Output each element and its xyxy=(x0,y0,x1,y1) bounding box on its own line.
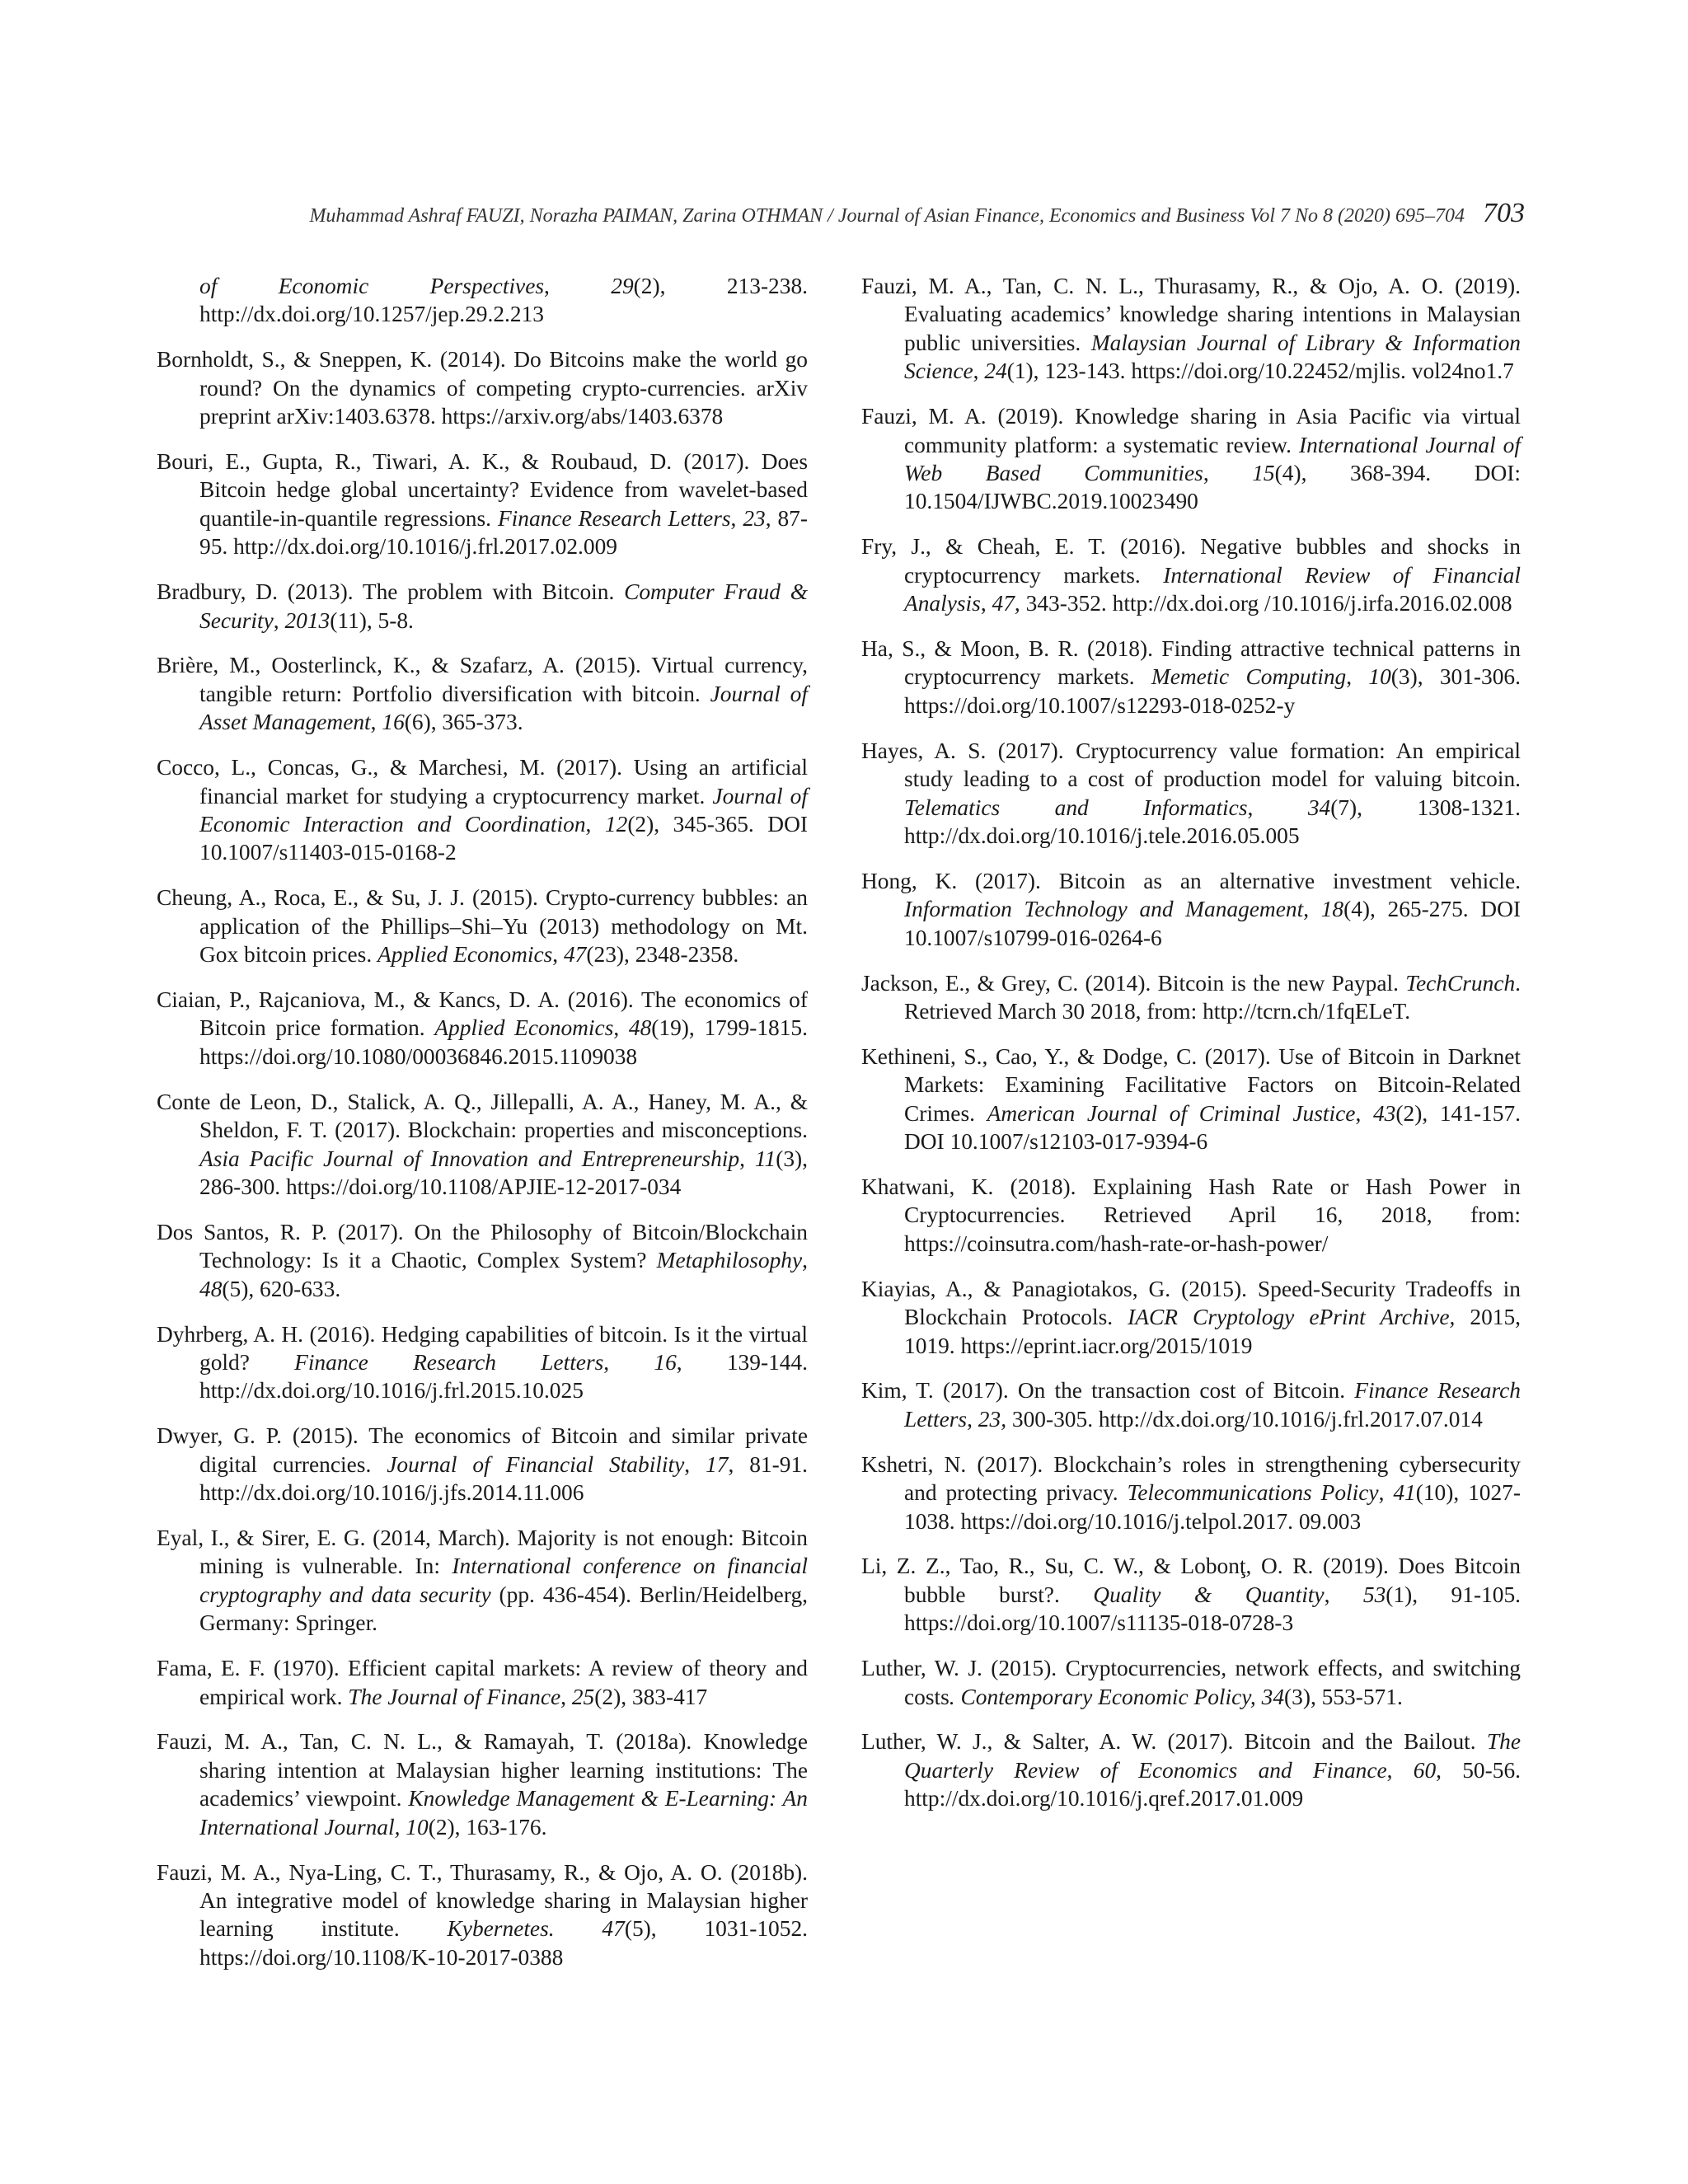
reference-entry xyxy=(861,1275,1521,1360)
reference-italic-text: 18 xyxy=(1320,897,1344,922)
reference-text: , xyxy=(802,1248,808,1273)
reference-italic-text: 23 xyxy=(743,505,766,531)
reference-text: Jackson, E., & Grey, C. (2014). Bitcoin is the new Paypal. xyxy=(861,970,1406,996)
reference-entry xyxy=(157,1654,808,1711)
reference-text: , xyxy=(730,505,743,531)
reference-italic-text: International Review of Financial Analysis xyxy=(904,562,1521,616)
reference-entry xyxy=(157,578,808,635)
references-left-column xyxy=(157,272,808,1989)
reference-text: , xyxy=(1324,1582,1363,1607)
reference-text: Kshetri, N. (2017). Blockchain’s roles in strengthening cybersecurity and protecting privacy. xyxy=(861,1451,1521,1506)
reference-italic-text: Finance Research Letters xyxy=(904,1378,1521,1432)
reference-entry xyxy=(157,1727,808,1841)
reference-entry xyxy=(157,448,808,561)
reference-text: , 87-95. http://dx.doi.org/10.1016/j.frl.2017.02.009 xyxy=(199,505,808,560)
reference-italic-text: International Journal of Web Based Communities xyxy=(904,432,1521,485)
reference-italic-text: Computer Fraud & Security xyxy=(199,579,808,633)
reference-entry xyxy=(861,1376,1521,1433)
reference-text: , xyxy=(1247,794,1308,820)
reference-italic-text: 11 xyxy=(754,1146,776,1171)
reference-entry xyxy=(861,272,1521,386)
reference-text: Fry, J., & Cheah, E. T. (2016). Negative bubbles and shocks in cryptocurrency markets. xyxy=(861,534,1521,588)
references-right-column xyxy=(861,272,1521,1830)
reference-entry xyxy=(861,1552,1521,1637)
reference-italic-text: 24 xyxy=(984,359,1007,384)
reference-text: , xyxy=(585,812,605,837)
reference-italic-text: 60 xyxy=(1413,1757,1437,1783)
reference-text: Ha, S., & Moon, B. R. (2018). Finding attractive technical patterns in cryptocurrency markets. xyxy=(861,635,1521,690)
reference-entry xyxy=(861,1727,1521,1812)
reference-text: Khatwani, K. (2018). Explaining Hash Rate or Hash Power in Cryptocurrencies. Retrieved April 16, 2018, from: https://coinsutra.com/hash-rate-or-hash-power/ xyxy=(861,1174,1521,1256)
reference-italic-text: Telecommunications Policy xyxy=(1127,1480,1379,1506)
reference-text: Bornholdt, S., & Sneppen, K. (2014). Do Bitcoins make the world go round? On the dynamics of competing crypto-currencies. arXiv preprint arXiv:1403.6378. https://arxiv.org/abs/1403.6378 xyxy=(157,347,808,429)
reference-text: (pp. 436-454). Berlin/Heidelberg, Germany: Springer. xyxy=(199,1582,808,1636)
reference-text: , xyxy=(603,1350,654,1375)
reference-text: (2), 163-176. xyxy=(428,1814,547,1840)
reference-text: Bradbury, D. (2013). The problem with Bitcoin. xyxy=(157,579,625,605)
reference-italic-text: 47 xyxy=(563,942,587,968)
reference-italic-text: The Quarterly Review of Economics and Finance xyxy=(904,1729,1521,1783)
reference-italic-text: Quality & Quantity xyxy=(1093,1582,1325,1607)
reference-text: , xyxy=(370,710,382,735)
reference-italic-text: 48 xyxy=(628,1015,652,1041)
reference-text: Conte de Leon, D., Stalick, A. Q., Jillepalli, A. A., Haney, M. A., & Sheldon, F. T. (2017). Blockchain: properties and misconceptions. xyxy=(157,1089,808,1143)
reference-text: , xyxy=(1303,897,1321,922)
reference-italic-text: 16 xyxy=(654,1350,677,1375)
reference-text: (19), 1799-1815. https://doi.org/10.1080/00036846.2015.1109038 xyxy=(199,1015,808,1069)
reference-entry xyxy=(861,1043,1521,1156)
reference-text: , 139-144. http://dx.doi.org/10.1016/j.frl.2015.10.025 xyxy=(199,1350,809,1404)
reference-entry xyxy=(861,635,1521,719)
running-header xyxy=(165,198,1525,229)
reference-italic-text: The Journal of Finance xyxy=(348,1684,561,1709)
reference-text: (2), 383-417 xyxy=(594,1684,708,1709)
reference-text: , xyxy=(544,274,612,298)
reference-text: Fauzi, M. A., Nya-Ling, C. T., Thurasamy, R., & Ojo, A. O. (2018b). An integrative model of knowledge sharing in Malaysian higher learning institute. xyxy=(157,1859,808,1942)
reference-text: (2), 345-365. DOI 10.1007/s11403-015-0168-2 xyxy=(199,812,808,865)
reference-italic-text: 53 xyxy=(1362,1582,1386,1607)
reference-text: (5), 620-633. xyxy=(222,1276,341,1301)
reference-text: , xyxy=(552,942,564,968)
reference-entry xyxy=(157,1422,808,1507)
reference-italic-text: 41 xyxy=(1393,1480,1416,1506)
reference-italic-text: Journal of Financial Stability xyxy=(387,1451,685,1477)
reference-text: (2), 213-238. http://dx.doi.org/10.1257/jep.29.2.213 xyxy=(199,274,808,327)
reference-text: Fauzi, M. A. (2019). Knowledge sharing in Asia Pacific via virtual community platform: a systematic review. xyxy=(861,404,1521,457)
reference-entry xyxy=(157,651,808,736)
reference-text: (3), 553-571. xyxy=(1284,1684,1403,1709)
reference-italic-text: Knowledge Management & E-Learning: An International Journal, 10 xyxy=(199,1786,808,1840)
reference-italic-text: Finance Research Letters xyxy=(497,505,731,531)
reference-text: Kethineni, S., Cao, Y., & Dodge, C. (2017). Use of Bitcoin in Darknet Markets: Examining Facilitative Factors on Bitcoin-Related Crimes. xyxy=(861,1043,1521,1126)
reference-text: (1), 91-105. https://doi.org/10.1007/s11135-018-0728-3 xyxy=(904,1582,1522,1636)
reference-entry xyxy=(861,1173,1521,1258)
reference-italic-text: 15 xyxy=(1252,460,1275,485)
reference-entry xyxy=(157,1218,808,1303)
reference-text: , xyxy=(273,607,285,633)
reference-entry xyxy=(861,532,1521,617)
reference-text: Kiayias, A., & Panagiotakos, G. (2015). Speed-Security Tradeoffs in Blockchain Protocols. xyxy=(861,1276,1521,1330)
reference-italic-text: 12 xyxy=(604,812,628,837)
reference-text: 300-305. http://dx.doi.org/10.1016/j.frl.2017.07.014 xyxy=(1006,1406,1483,1432)
reference-italic-text: 25 xyxy=(571,1684,595,1709)
reference-text: Hayes, A. S. (2017). Cryptocurrency value formation: An empirical study leading to a cost of production model for valuing bitcoin. xyxy=(861,738,1521,792)
reference-text: , xyxy=(1346,664,1369,690)
reference-italic-text: of Economic Perspectives xyxy=(199,274,545,298)
reference-italic-text: 2013 xyxy=(284,607,331,633)
reference-italic-text: Memetic Computing xyxy=(1151,664,1347,690)
reference-text: Cheung, A., Roca, E., & Su, J. J. (2015). Crypto-currency bubbles: an application of the Phillips–Shi–Yu (2013) methodology on Mt. Gox bitcoin prices. xyxy=(157,885,808,968)
reference-text: (6), 365-373. xyxy=(404,710,523,735)
reference-text: Li, Z. Z., Tao, R., Su, C. W., & Lobonţ, O. R. (2019). Does Bitcoin bubble burst?. xyxy=(861,1554,1521,1607)
reference-text: Dos Santos, R. P. (2017). On the Philosophy of Bitcoin/Blockchain Technology: Is it a Chaotic, Complex System? xyxy=(157,1219,808,1273)
reference-italic-text: Malaysian Journal of Library & Information Science xyxy=(904,330,1521,384)
reference-italic-text: Telematics and Informatics xyxy=(904,794,1248,820)
reference-text: , xyxy=(1386,1757,1414,1783)
reference-text: (2), 141-157. DOI 10.1007/s12103-017-9394-6 xyxy=(904,1100,1521,1155)
reference-text: Fama, E. F. (1970). Efficient capital markets: A review of theory and empirical work. xyxy=(157,1656,808,1709)
reference-entry xyxy=(861,969,1521,1026)
reference-text: Eyal, I., & Sirer, E. G. (2014, March). Majority is not enough: Bitcoin mining is vulnerable. In: xyxy=(157,1526,808,1579)
reference-italic-text: . Contemporary Economic Policy, 34 xyxy=(949,1684,1285,1709)
reference-italic-text: Metaphilosophy xyxy=(656,1248,803,1273)
reference-italic-text: Information Technology and Management xyxy=(904,897,1304,922)
reference-text: Bouri, E., Gupta, R., Tiwari, A. K., & Roubaud, D. (2017). Does Bitcoin hedge global uncertainty? Evidence from wavelet-based quantile-in-quantile regressions. xyxy=(157,449,808,531)
reference-entry xyxy=(157,1088,808,1202)
reference-text: , 50-56. http://dx.doi.org/10.1016/j.qref.2017.01.009 xyxy=(904,1757,1521,1811)
reference-text: (23), 2348-2358. xyxy=(586,942,739,968)
reference-text: 2015, 1019. https://eprint.iacr.org/2015/1019 xyxy=(904,1305,1522,1358)
reference-entry xyxy=(157,883,808,968)
reference-italic-text: Journal of Economic Interaction and Coordination xyxy=(199,783,808,837)
reference-italic-text: 17 xyxy=(706,1451,729,1477)
reference-text: , 81-91. http://dx.doi.org/10.1016/j.jfs.2014.11.006 xyxy=(199,1451,808,1506)
reference-text: Kim, T. (2017). On the transaction cost of Bitcoin. xyxy=(861,1378,1355,1404)
reference-italic-text: 29 xyxy=(611,274,634,298)
reference-entry xyxy=(157,272,808,329)
reference-text: , xyxy=(967,1406,978,1432)
reference-entry xyxy=(861,867,1521,952)
reference-text: , xyxy=(1355,1100,1373,1126)
reference-text: (3), 286-300. https://doi.org/10.1108/APJIE-12-2017-034 xyxy=(199,1146,808,1199)
reference-text: Luther, W. J., & Salter, A. W. (2017). Bitcoin and the Bailout. xyxy=(861,1729,1487,1755)
reference-text: 343-352. http://dx.doi.org /10.1016/j.irfa.2016.02.008 xyxy=(1020,591,1512,616)
reference-text: Brière, M., Oosterlinck, K., & Szafarz, A. (2015). Virtual currency, tangible return: Portfolio diversification with bitcoin. xyxy=(157,653,808,706)
reference-text: (10), 1027-1038. https://doi.org/10.1016/j.telpol.2017. 09.003 xyxy=(904,1480,1521,1534)
reference-italic-text: 34 xyxy=(1307,794,1331,820)
reference-italic-text: IACR Cryptology ePrint Archive, xyxy=(1128,1305,1456,1330)
reference-entry xyxy=(861,1654,1521,1711)
reference-italic-text: Applied Economics xyxy=(434,1015,614,1041)
reference-text: Dyhrberg, A. H. (2016). Hedging capabilities of bitcoin. Is it the virtual gold? xyxy=(157,1321,808,1375)
reference-italic-text: TechCrunch xyxy=(1405,970,1516,996)
reference-text: (7), 1308-1321. http://dx.doi.org/10.1016/j.tele.2016.05.005 xyxy=(904,794,1521,848)
reference-text: (1), 123-143. https://doi.org/10.22452/mjlis. vol24no1.7 xyxy=(1006,359,1514,384)
reference-text: , xyxy=(1378,1480,1394,1506)
reference-italic-text: 48 xyxy=(199,1276,223,1301)
reference-text: , xyxy=(560,1684,572,1709)
reference-text: , xyxy=(1203,460,1253,485)
reference-text: (4), 265-275. DOI 10.1007/s10799-016-0264-6 xyxy=(904,897,1521,950)
reference-italic-text: 10 xyxy=(1368,664,1391,690)
reference-entry xyxy=(157,1320,808,1405)
reference-text: (3), 301-306. https://doi.org/10.1007/s12293-018-0252-y xyxy=(904,664,1521,718)
reference-entry xyxy=(157,753,808,867)
reference-text: Dwyer, G. P. (2015). The economics of Bitcoin and similar private digital currencies. xyxy=(157,1423,808,1477)
reference-italic-text: Finance Research Letters xyxy=(294,1350,604,1375)
reference-entry xyxy=(861,737,1521,851)
reference-entry xyxy=(157,1524,808,1638)
reference-italic-text: International conference on financial cryptography and data security xyxy=(199,1554,809,1607)
reference-italic-text: 23, xyxy=(978,1406,1007,1432)
reference-entry xyxy=(157,345,808,430)
reference-text: Fauzi, M. A., Tan, C. N. L., & Ramayah, T. (2018a). Knowledge sharing intention at Malaysian higher learning institutions: The academics’ viewpoint. xyxy=(157,1729,808,1811)
reference-entry xyxy=(861,402,1521,516)
reference-italic-text: 47, xyxy=(992,591,1020,616)
reference-text: (5), 1031-1052. https://doi.org/10.1108/K-10-2017-0388 xyxy=(199,1916,808,1970)
reference-text: , xyxy=(739,1146,755,1171)
reference-italic-text: Asia Pacific Journal of Innovation and Entrepreneurship xyxy=(199,1146,740,1171)
reference-italic-text: 16 xyxy=(382,710,405,735)
reference-entry xyxy=(157,1858,808,1972)
reference-text: Luther, W. J. (2015). Cryptocurrencies, network effects, and switching costs xyxy=(861,1656,1521,1709)
reference-text: Ciaian, P., Rajcaniova, M., & Kancs, D. A. (2016). The economics of Bitcoin price formation. xyxy=(157,987,808,1041)
reference-italic-text: 43 xyxy=(1372,1100,1396,1126)
reference-text: Cocco, L., Concas, G., & Marchesi, M. (2017). Using an artificial financial market for studying a cryptocurrency market. xyxy=(157,755,808,808)
running-title: Muhammad Ashraf FAUZI, Norazha PAIMAN, Zarina OTHMAN / Journal of Asian Finance, Economics and Business Vol 7 No 8 (2020) 695–704 xyxy=(309,205,1465,227)
reference-text: , xyxy=(973,359,985,384)
reference-entry xyxy=(861,1451,1521,1535)
reference-text: . Retrieved March 30 2018, from: http://tcrn.ch/1fqELeT. xyxy=(904,970,1521,1024)
page-number: 703 xyxy=(1483,198,1525,228)
reference-text: , xyxy=(613,1015,629,1041)
reference-text: , xyxy=(684,1451,706,1477)
reference-text: (4), 368-394. DOI: 10.1504/IJWBC.2019.10023490 xyxy=(904,460,1521,514)
reference-italic-text: Journal of Asset Management xyxy=(199,681,808,735)
reference-italic-text: Kybernetes. 47 xyxy=(447,1916,625,1942)
reference-italic-text: American Journal of Criminal Justice xyxy=(987,1100,1356,1126)
reference-text: Fauzi, M. A., Tan, C. N. L., Thurasamy, R., & Ojo, A. O. (2019). Evaluating academics’ knowledge sharing intentions in Malaysian public universities. xyxy=(861,274,1521,355)
reference-text: (11), 5-8. xyxy=(330,607,414,633)
reference-italic-text: Applied Economics xyxy=(377,942,553,968)
reference-entry xyxy=(157,986,808,1071)
reference-text: Hong, K. (2017). Bitcoin as an alternative investment vehicle. xyxy=(861,868,1521,893)
reference-text: , xyxy=(980,591,992,616)
